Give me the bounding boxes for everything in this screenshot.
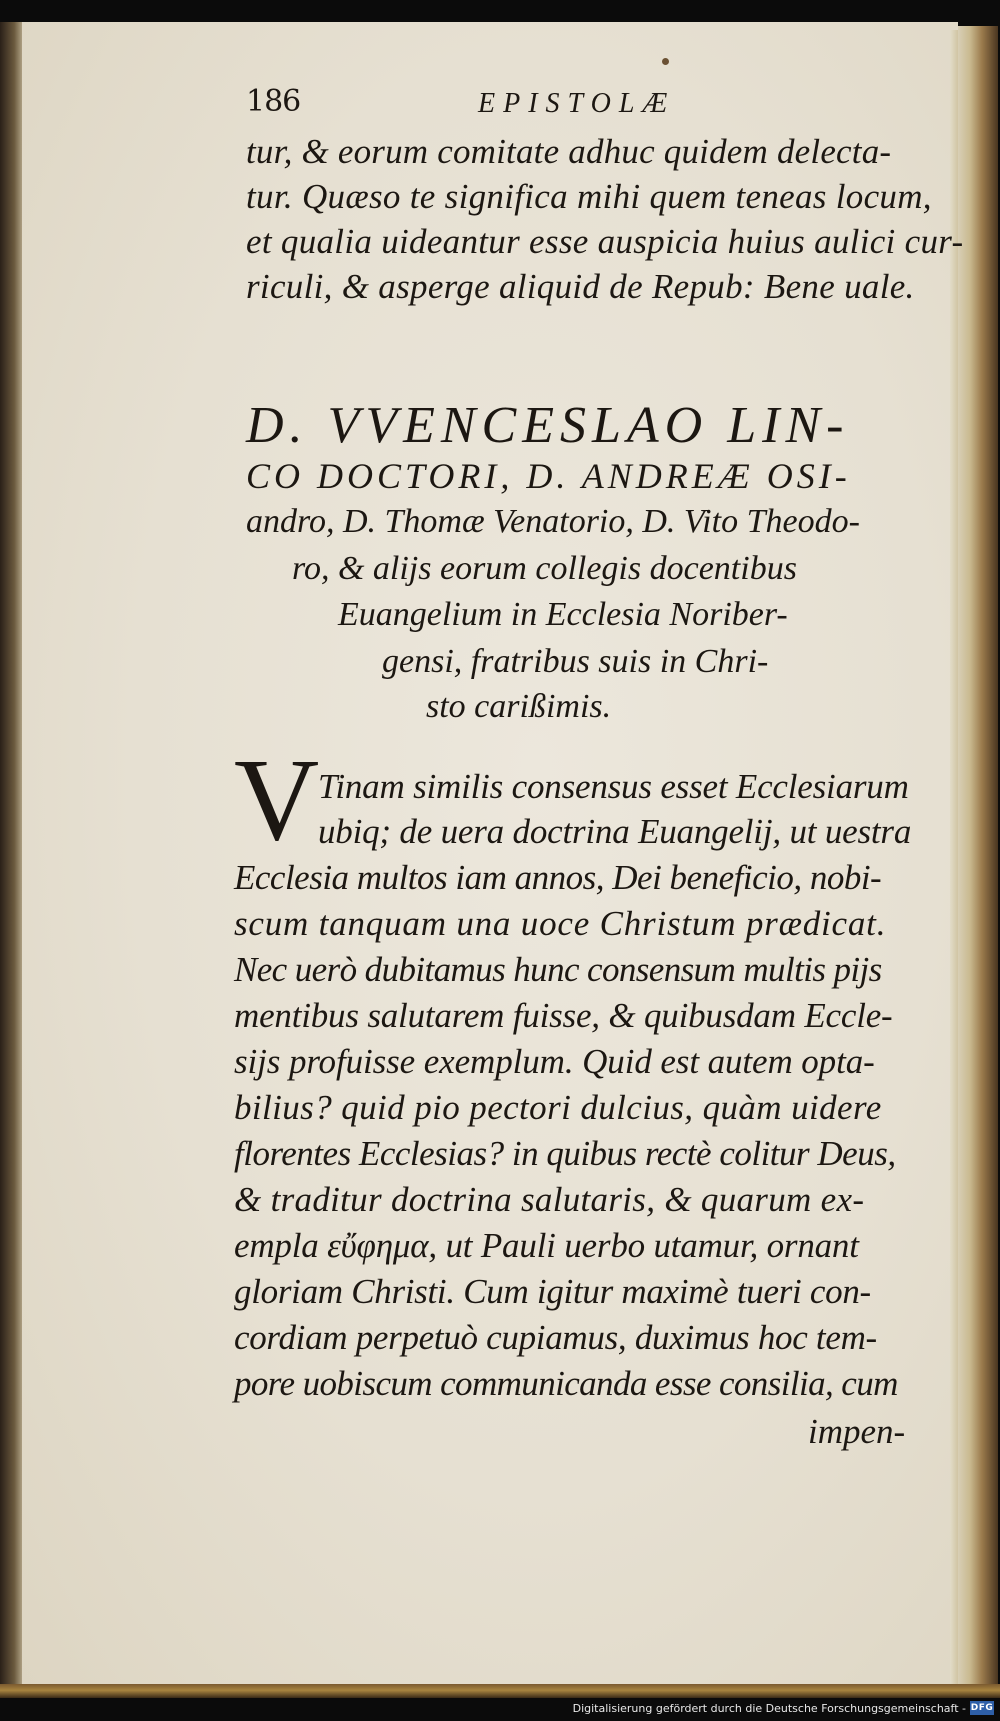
heading-line: CO DOCTORI, D. ANDREÆ OSI- [246, 456, 851, 496]
text-line: Nec uerò dubitamus hunc consensum multis pijs [234, 950, 882, 989]
text-line: tur. Quæso te significa mihi quem teneas locum, [246, 177, 932, 216]
heading-line: sto carißimis. [426, 688, 612, 725]
dfg-logo: DFG [970, 1703, 994, 1713]
heading-line: gensi, fratribus suis in Chri- [382, 643, 769, 680]
text-line: empla εὔφημα, ut Pauli uerbo utamur, ornant [234, 1226, 859, 1265]
heading-line: ro, & alijs eorum collegis docentibus [292, 550, 797, 587]
drop-cap: V [234, 734, 320, 865]
running-head: EPISTOLÆ [478, 88, 676, 119]
text-line: florentes Ecclesias? in quibus rectè colitur Deus, [234, 1134, 896, 1173]
text-line: riculi, & asperge aliquid de Repub: Bene uale. [246, 267, 915, 306]
text-line: et qualia uideantur esse auspicia huius aulici cur- [246, 222, 964, 261]
book-edge-right [958, 26, 998, 1691]
text-line: ubiq; de uera doctrina Euangelij, ut uestra [318, 812, 912, 851]
text-line: Ecclesia multos iam annos, Dei beneficio, nobi- [234, 858, 882, 897]
heading-line: andro, D. Thomæ Venatorio, D. Vito Theodo- [246, 503, 860, 540]
text-line: tur, & eorum comitate adhuc quidem delecta- [246, 132, 892, 171]
text-line: bilius? quid pio pectori dulcius, quàm uidere [234, 1088, 882, 1127]
ink-speck [662, 58, 669, 65]
text-line: mentibus salutarem fuisse, & quibusdam Eccle- [234, 996, 893, 1035]
text-line: gloriam Christi. Cum igitur maximè tueri con- [234, 1272, 871, 1311]
text-line: cordiam perpetuò cupiamus, duximus hoc tem- [234, 1318, 877, 1357]
heading-line: D. VVENCESLAO LIN- [246, 397, 850, 454]
text-line: & traditur doctrina salutaris, & quarum ex- [234, 1180, 865, 1219]
text-line: scum tanquam una uoce Christum prædicat. [234, 904, 887, 943]
text-line: pore uobiscum communicanda esse consilia, cum [234, 1364, 898, 1403]
catchword: impen- [808, 1412, 906, 1451]
book-edge-bottom [0, 1684, 1000, 1698]
funding-credit: Digitalisierung gefördert durch die Deutsche Forschungsgemeinschaft - [572, 1702, 966, 1715]
page-number: 186 [246, 84, 301, 119]
text-line: sijs profuisse exemplum. Quid est autem opta- [234, 1042, 875, 1081]
text-line: Tinam similis consensus esset Ecclesiarum [318, 767, 909, 806]
heading-line: Euangelium in Ecclesia Noriber- [338, 596, 788, 633]
